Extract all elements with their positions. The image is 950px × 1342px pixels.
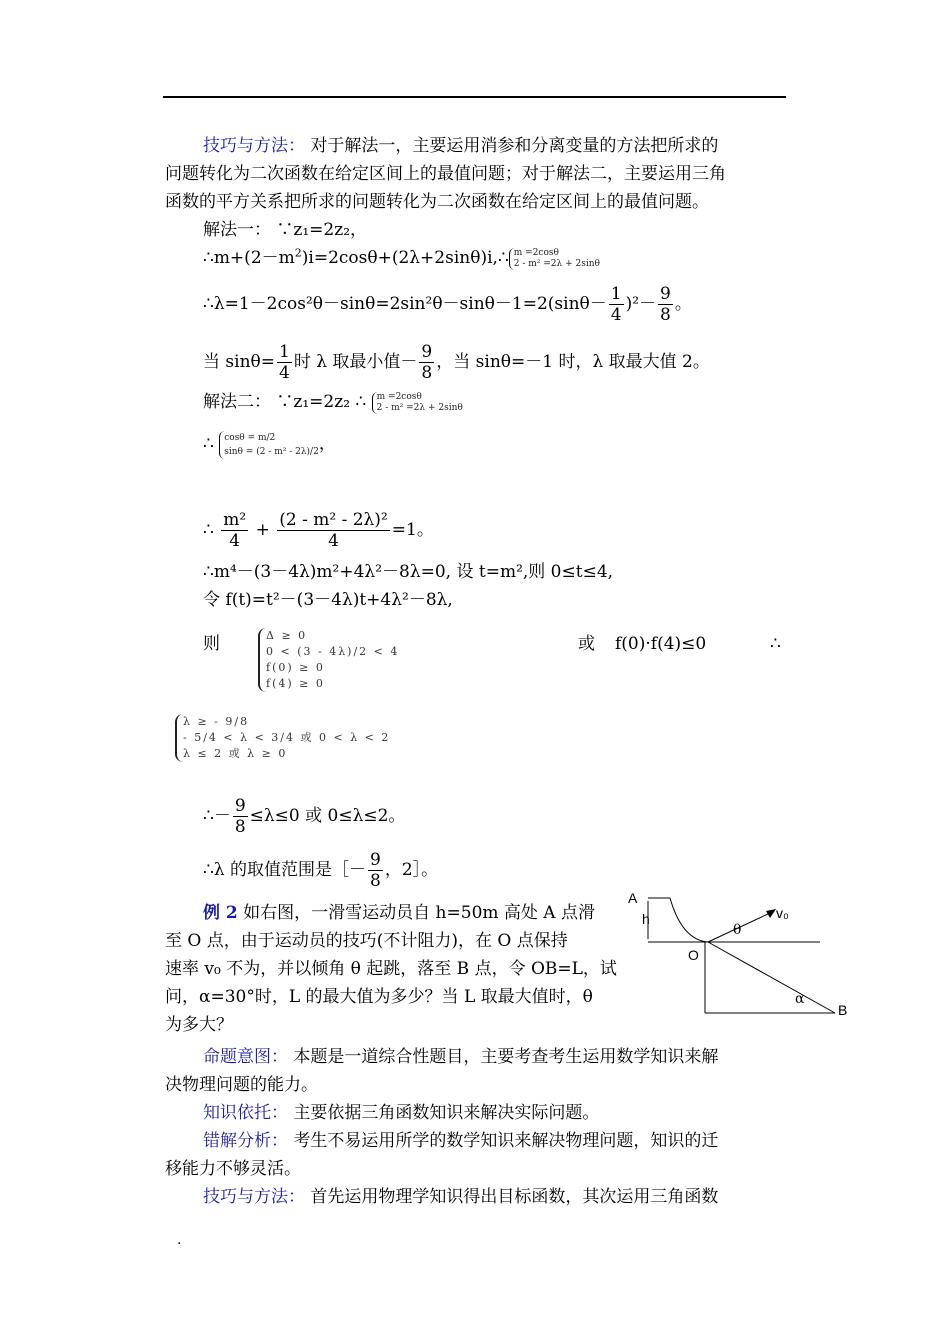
intent-line-2: 决物理问题的能力。: [165, 1075, 318, 1095]
method1-line-4: 当 sinθ= $\frac{1}{4}$ 时 λ 取最小值－ $\frac{9}{8}$ ，当 sinθ=－1 时，λ 取最大值 2。: [203, 342, 710, 383]
method1-line-1: 解法一： ∵z₁=2z₂，: [203, 220, 368, 240]
svg-text:θ: θ: [733, 922, 742, 938]
fraction: $\frac{9}{8}$: [370, 850, 381, 891]
method2-line-6: ∴－ $\frac{9}{8}$ ≤λ≤0 或 0≤λ≤2。: [203, 796, 406, 837]
svg-text:O: O: [688, 947, 699, 963]
fraction: $\frac{\text{(2 - m² - 2λ)²}}{4}$: [279, 510, 388, 551]
fraction: $\frac{9}{8}$: [660, 284, 671, 325]
equation-system-1: m =2cosθ 2 - m² =2λ + 2sinθ: [509, 248, 600, 270]
example2-line-5: 为多大？: [165, 1015, 233, 1035]
fraction: $\frac{\text{m²}}{4}$: [223, 510, 247, 551]
condition-system: Δ ≥ 0 0 < (3 - 4λ)/2 < 4 f(0) ≥ 0 f(4) ≥ 0: [258, 628, 399, 692]
tip-line-3: 函数的平方关系把所求的问题转化为二次函数在给定区间上的最值问题。: [165, 192, 709, 212]
method2-line-2: ∴ cosθ = m/2 sinθ = (2 - m² - 2λ)/2 ，: [203, 432, 336, 457]
example2-line-1: 例 2 如右图，一滑雪运动员自 h=50m 高处 A 点滑: [203, 903, 595, 923]
slope-curve: [670, 898, 708, 942]
svg-text:h: h: [642, 911, 650, 927]
header-rule: [163, 96, 786, 98]
fraction: $\frac{9}{8}$: [234, 796, 246, 837]
then-label: 则: [203, 634, 220, 654]
ski-jump-diagram: [620, 885, 860, 1025]
or-label: 或: [578, 634, 595, 654]
example2-line-2: 至 O 点，由于运动员的技巧(不计阻力)，在 O 点保持: [165, 931, 568, 951]
footer-mark: .: [177, 1232, 182, 1248]
method2-line-7: ∴λ 的取值范围是［－ $\frac{9}{8}$ ，2］。: [203, 850, 439, 891]
tip-line-1: 技巧与方法： 对于解法一，主要运用消参和分离变量的方法把所求的: [203, 136, 719, 156]
svg-text:B: B: [838, 1002, 848, 1018]
landing-slope: [708, 942, 835, 1013]
knowledge-line: 知识依托： 主要依据三角函数知识来解决实际问题。: [203, 1103, 600, 1123]
fraction: $\frac{1}{4}$: [279, 342, 290, 383]
svg-text:A: A: [628, 890, 638, 906]
equation-system-3: cosθ = m/2 sinθ = (2 - m² - 2λ)/2: [219, 431, 319, 459]
fraction: $\frac{9}{8}$: [421, 342, 433, 383]
equation-system-2: m =2cosθ 2 - m² =2λ + 2sinθ: [372, 392, 463, 414]
or-expression: f(0)·f(4)≤0: [615, 634, 707, 654]
method1-line-3: ∴λ=1－2cos²θ－sinθ=2sin²θ－sinθ－1=2(sinθ－ $\frac{1}{4}$ )²－ $\frac{9}{8}$ 。: [203, 284, 692, 325]
fraction: $\frac{1}{4}$: [610, 284, 622, 325]
svg-text:v₀: v₀: [776, 905, 789, 921]
therefore-symbol: ∴: [770, 634, 781, 654]
svg-text:α: α: [795, 991, 805, 1007]
method2-line-4: ∴m⁴－(3－4λ)m²+4λ²－8λ=0, 设 t=m²,则 0≤t≤4,: [203, 562, 614, 582]
tip-line-2: 问题转化为二次函数在给定区间上的最值问题；对于解法二，主要运用三角: [165, 164, 726, 184]
errors-line-1: 错解分析： 考生不易运用所学的数学知识来解决物理问题，知识的迁: [203, 1131, 719, 1151]
method2-line-5: 令 f(t)=t²－(3－4λ)t+4λ²－8λ,: [203, 590, 453, 610]
errors-line-2: 移能力不够灵活。: [165, 1159, 301, 1179]
tip-label: 技巧与方法：: [203, 136, 305, 156]
method2-line-3: ∴ $\frac{\text{m²}}{4}$ + $\frac{\text{(2 - m² - 2λ)²}}{4}$ =1。: [203, 510, 434, 551]
example2-line-3: 速率 v₀ 不为，并以倾角 θ 起跳，落至 B 点，令 OB=L，试: [165, 959, 617, 979]
method1-line-2: $\therefore m+(2-m^2)i=2\cos\theta+(2\lambda+2\sin\theta)i,\therefore$ m =2cosθ 2 - m² =2λ + 2sinθ: [203, 246, 600, 269]
result-system: λ ≥ - 9/8 - 5/4 < λ < 3/4 或 0 < λ < 2 λ ≤ 2 或 λ ≥ 0: [175, 714, 390, 762]
arrowhead-icon: [766, 909, 776, 918]
tip2-line: 技巧与方法： 首先运用物理学知识得出目标函数，其次运用三角函数: [203, 1187, 719, 1207]
example2-line-4: 问，α=30°时，L 的最大值为多少？当 L 取最大值时，θ: [165, 987, 593, 1007]
method2-line-1: 解法二： ∵z₁=2z₂ ∴ m =2cosθ 2 - m² =2λ + 2sinθ: [203, 391, 463, 413]
intent-line-1: 命题意图： 本题是一道综合性题目，主要考查考生运用数学知识来解: [203, 1047, 719, 1067]
